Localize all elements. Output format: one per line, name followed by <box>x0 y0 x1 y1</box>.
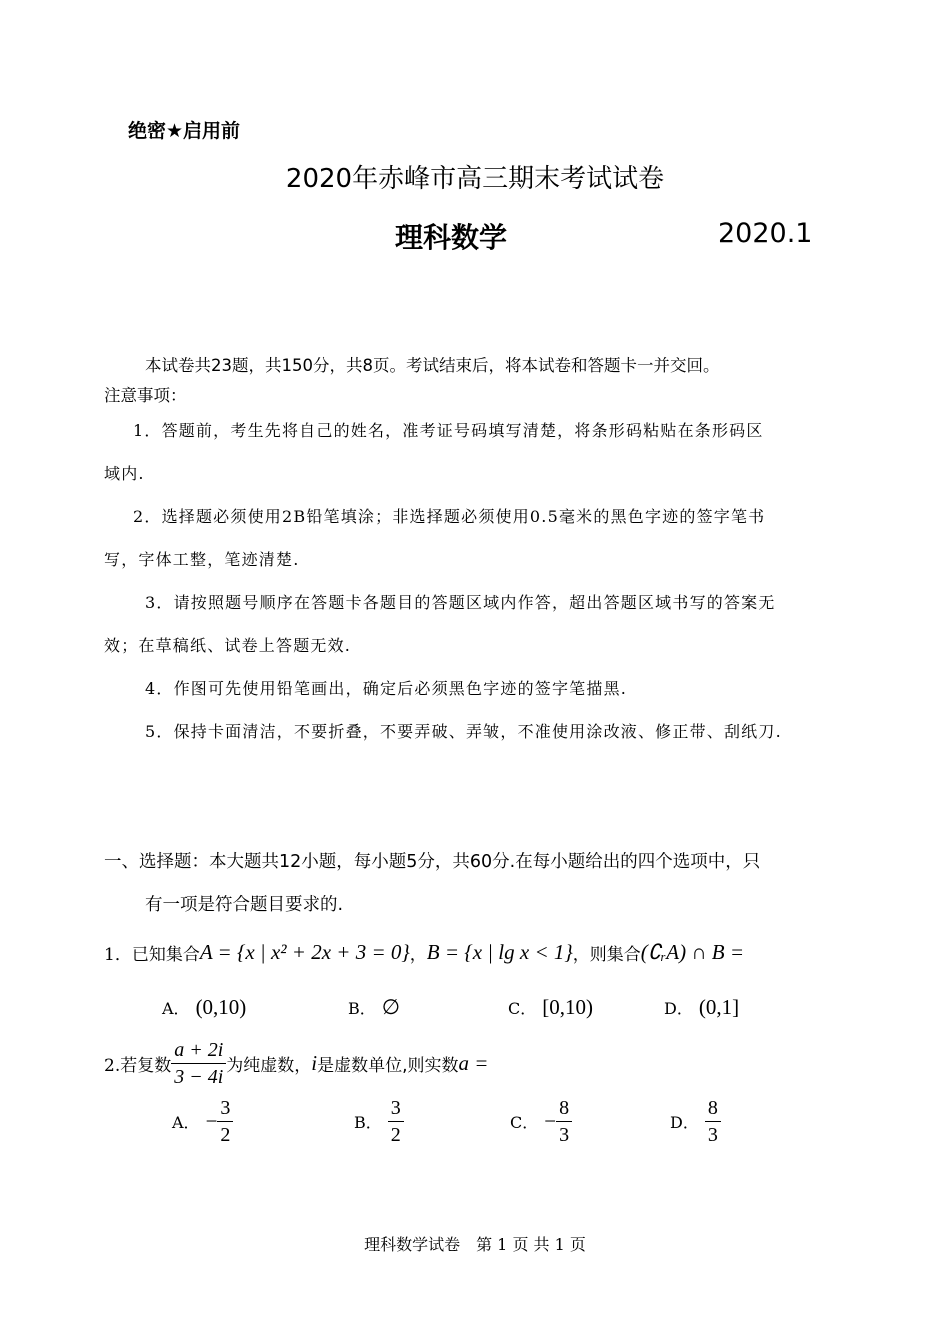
rule-line: 3．请按照题号顺序在答题卡各题目的答题区域内作答，超出答题区域书写的答案无 <box>145 593 776 612</box>
option-fraction <box>217 1098 233 1145</box>
option <box>354 1098 404 1145</box>
rule-line: 4．作图可先使用铅笔画出，确定后必须黑色字迹的签字笔描黑. <box>145 679 628 698</box>
fraction-numerator: 8 <box>556 1098 572 1122</box>
question-2-middle: 为纯虚数， <box>226 1056 312 1076</box>
question-1-comma: ， <box>409 945 427 965</box>
option <box>172 1098 233 1145</box>
fraction-denominator: 3 <box>559 1124 570 1146</box>
option-sign: − <box>544 1109 557 1133</box>
option-label: D． <box>664 999 693 1018</box>
question-2-middle2: 是虚数单位,则实数 <box>317 1056 459 1076</box>
notice-title: 注意事项： <box>104 386 187 405</box>
fraction-denominator: 3 <box>707 1124 718 1146</box>
rule-line: 写，字体工整，笔迹清楚. <box>104 550 300 569</box>
exam-subject: 理科数学 <box>395 221 508 254</box>
option-label: C． <box>510 1113 539 1132</box>
section-heading: 一、选择题：本大题共12小题，每小题5分，共60分.在每小题给出的四个选项中，只 <box>104 852 761 872</box>
option <box>508 995 593 1020</box>
option-label: D． <box>670 1113 699 1132</box>
question-2 <box>104 1040 488 1087</box>
option-value: (0,10) <box>195 995 247 1019</box>
rule-line: 1．答题前，考生先将自己的姓名，准考证号码填写清楚，将条形码粘贴在条形码区 <box>133 421 764 440</box>
option <box>348 995 400 1020</box>
imaginary-unit: i <box>311 1051 318 1075</box>
question-1-prefix: 1．已知集合 <box>104 945 200 965</box>
option-fraction <box>705 1098 721 1145</box>
option-label: B． <box>354 1113 382 1132</box>
question-2-prefix: 2.若复数 <box>104 1056 172 1076</box>
option-label: A． <box>172 1113 200 1132</box>
option <box>670 1098 721 1145</box>
exam-title: 2020年赤峰市高三期末考试试卷 <box>285 164 665 194</box>
exam-date: 2020.1 <box>718 218 813 249</box>
fraction-denominator: 2 <box>220 1124 231 1146</box>
option-value: ∅ <box>381 995 401 1019</box>
option-fraction <box>388 1098 404 1145</box>
rule-line: 效；在草稿纸、试卷上答题无效. <box>104 636 352 655</box>
option-value: [0,10) <box>542 995 593 1019</box>
option-label: A． <box>162 999 190 1018</box>
complex-fraction <box>171 1040 226 1087</box>
fraction-denominator: 3 − 4i <box>174 1066 224 1088</box>
option <box>510 1098 572 1145</box>
option-fraction <box>556 1098 572 1145</box>
rule-line: 2．选择题必须使用2B铅笔填涂；非选择题必须使用0.5毫米的黑色字迹的签字笔书 <box>133 507 766 526</box>
section-heading-continued: 有一项是符合题目要求的. <box>145 895 344 915</box>
option-value: (0,1] <box>698 995 740 1019</box>
secret-label: 绝密★启用前 <box>128 120 241 142</box>
question-1 <box>104 940 744 965</box>
fraction-numerator: a + 2i <box>171 1040 226 1064</box>
question-1-middle: ，则集合 <box>572 945 641 965</box>
option-label: C． <box>508 999 537 1018</box>
fraction-denominator: 2 <box>390 1124 401 1146</box>
fraction-numerator: 3 <box>217 1098 233 1122</box>
option-label: B． <box>348 999 376 1018</box>
question-2-tail: a = <box>458 1051 489 1075</box>
set-a-expression: A = {x | x² + 2x + 3 = 0} <box>199 940 410 964</box>
fraction-numerator: 8 <box>705 1098 721 1122</box>
option <box>664 995 739 1020</box>
option <box>162 995 246 1020</box>
page-footer: 理科数学试卷 第 1 页 共 1 页 <box>364 1235 586 1254</box>
option-sign: − <box>205 1109 218 1133</box>
rule-line: 域内. <box>104 464 145 483</box>
set-b-expression: B = {x | lg x < 1} <box>426 940 573 964</box>
exam-intro: 本试卷共23题，共150分，共8页。考试结束后，将本试卷和答题卡一并交回。 <box>145 356 720 375</box>
set-operation-expression: (∁ᵣA) ∩ B = <box>640 940 745 964</box>
fraction-numerator: 3 <box>388 1098 404 1122</box>
rule-line: 5．保持卡面清洁，不要折叠，不要弄破、弄皱，不准使用涂改液、修正带、刮纸刀. <box>145 722 782 741</box>
